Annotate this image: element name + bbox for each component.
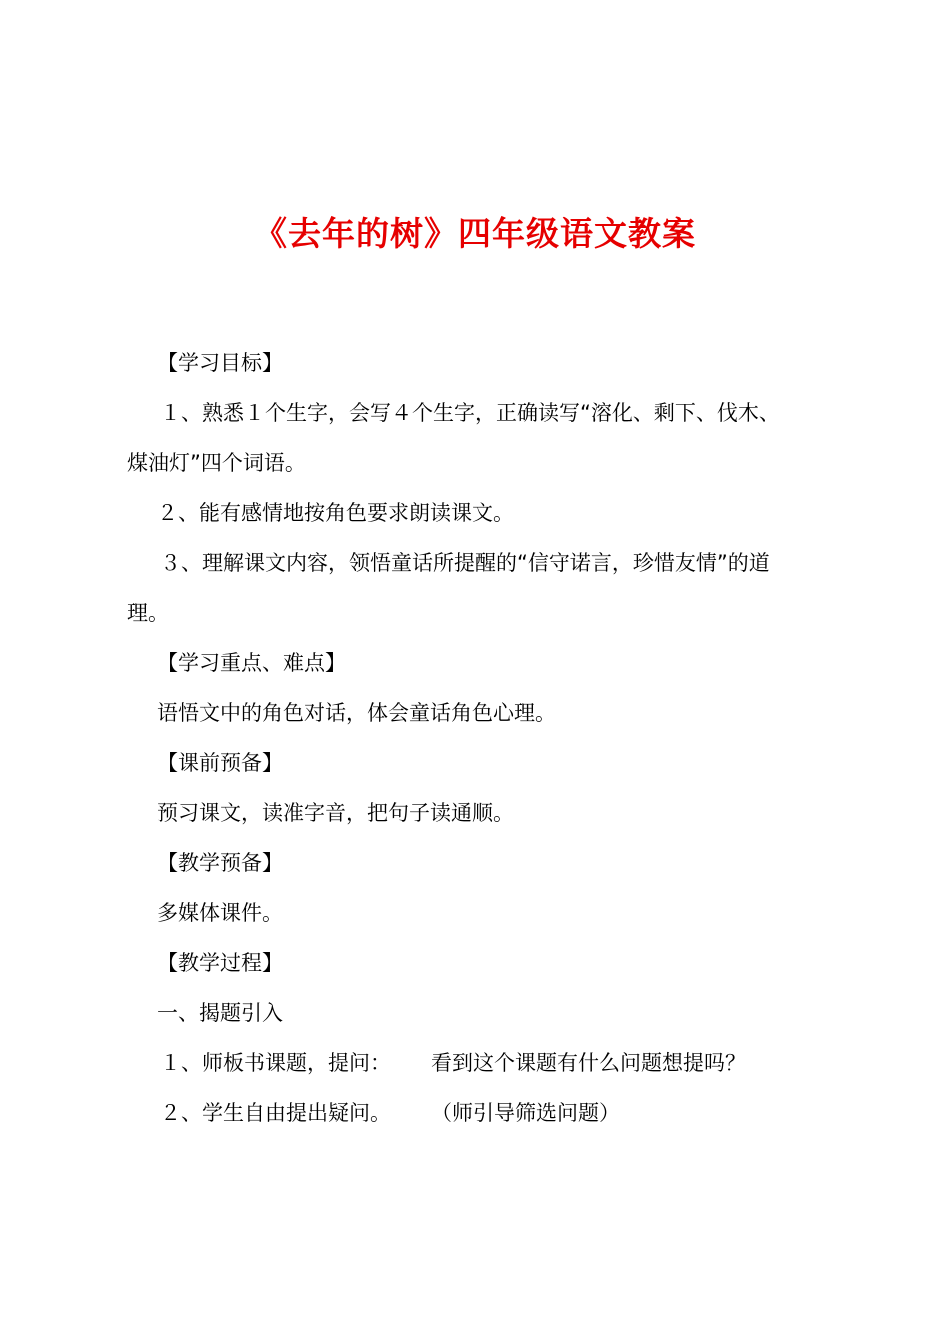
step-1-question-line	[160, 1048, 746, 1078]
section-heading-learning-goals: 【学习目标】	[157, 351, 283, 375]
step-2-lead: ２、学生自由提出疑问。	[160, 1101, 391, 1125]
step-1-lead: １、师板书课题，提问：	[160, 1051, 391, 1075]
document-title: 《去年的树》四年级语文教案	[254, 214, 696, 253]
section-heading-teaching-process: 【教学过程】	[157, 951, 283, 975]
key-points-text: 语悟文中的角色对话，体会童话角色心理。	[157, 701, 556, 725]
section-heading-pre-class: 【课前预备】	[157, 751, 283, 775]
section-heading-key-points: 【学习重点、难点】	[157, 651, 346, 675]
pre-class-text: 预习课文，读准字音，把句子读通顺。	[157, 801, 514, 825]
step-2-rest: （师引导筛选问题）	[431, 1101, 620, 1125]
step-one-heading: 一、揭题引入	[157, 1001, 283, 1025]
step-2-question-line	[160, 1098, 620, 1128]
section-heading-teaching-prep: 【教学预备】	[157, 851, 283, 875]
goal-3-continuation: 理。	[127, 601, 169, 625]
step-1-rest: 看到这个课题有什么问题想提吗？	[431, 1051, 746, 1075]
goal-1-line: １、熟悉１个生字，会写４个生字，正确读写“溶化、剩下、伐木、	[160, 401, 780, 425]
goal-2-line: ２、能有感情地按角色要求朗读课文。	[157, 501, 514, 525]
goal-3-line: ３、理解课文内容，领悟童话所提醒的“信守诺言，珍惜友情”的道	[160, 551, 770, 575]
goal-1-continuation: 煤油灯”四个词语。	[127, 451, 306, 475]
teaching-prep-text: 多媒体课件。	[157, 901, 283, 925]
